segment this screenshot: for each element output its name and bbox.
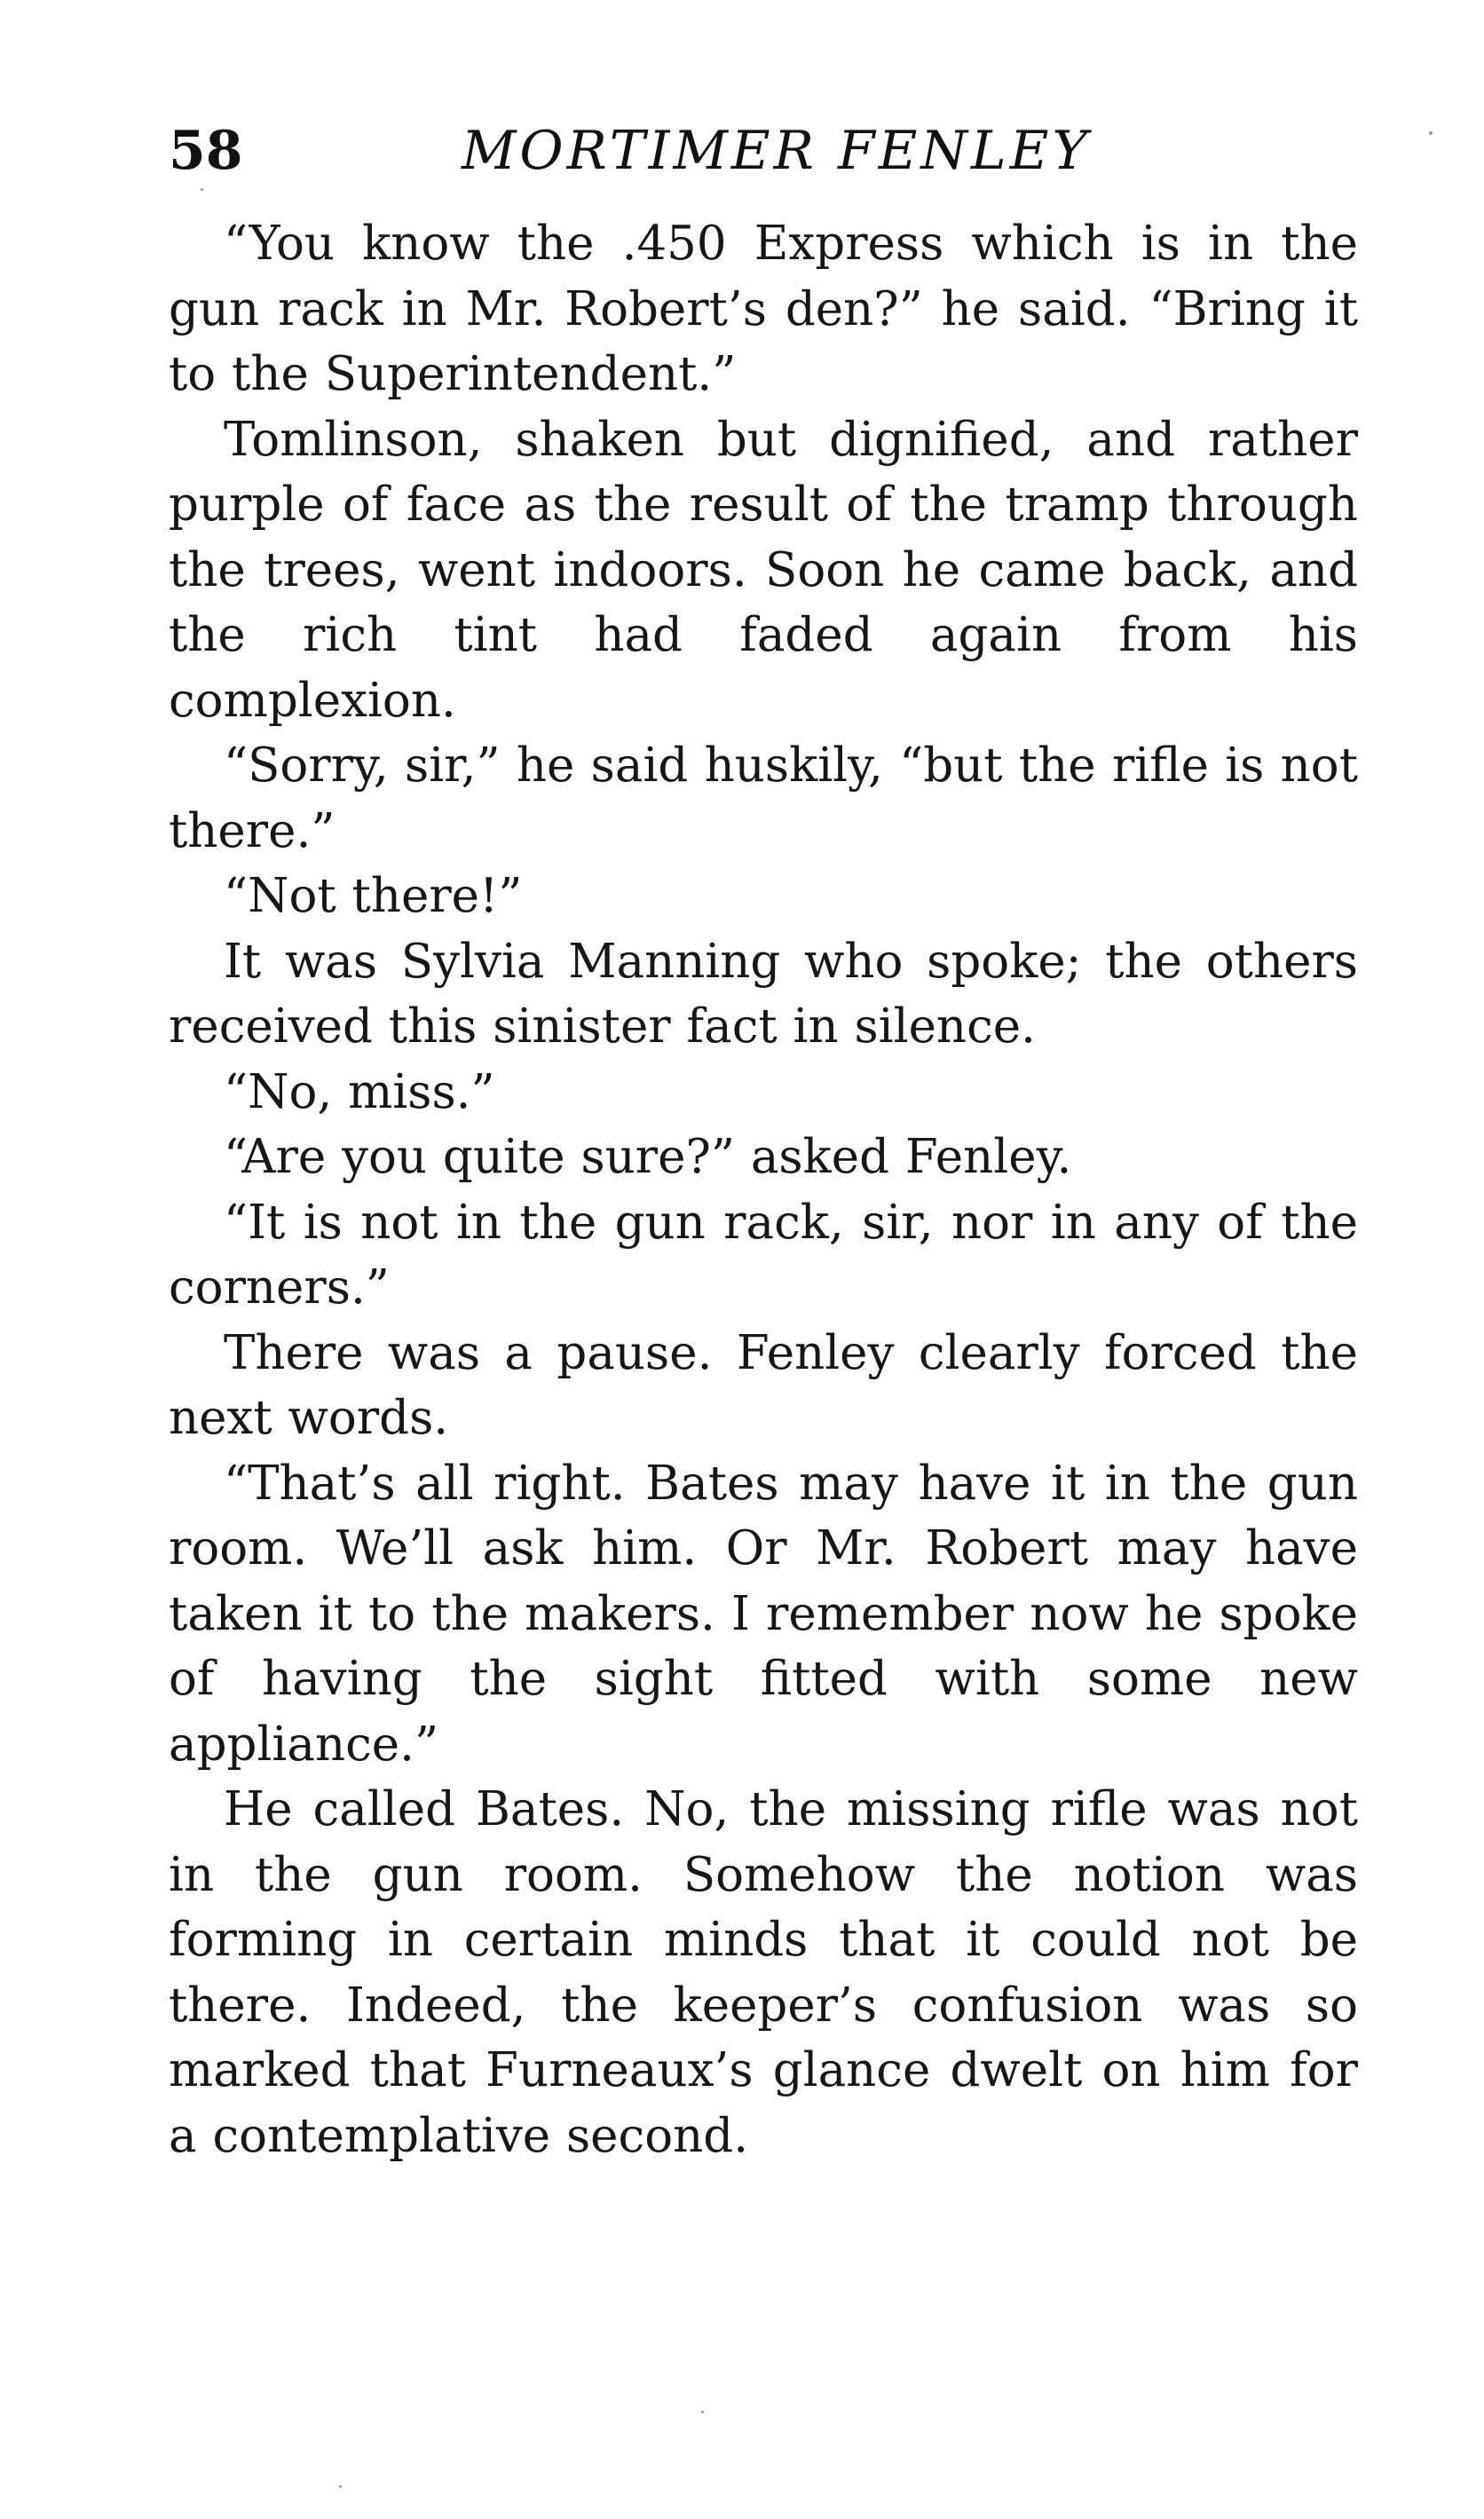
paragraph: There was a pause. Fenley clearly forced the next words.: [169, 1325, 1358, 1445]
book-page: [169, 115, 1358, 2423]
paragraph: It was Sylvia Manning who spoke; the others received this sinister fact in silence.: [169, 934, 1358, 1054]
paper-speck: [701, 2411, 704, 2413]
paragraph: He called Bates. No, the missing rifle was not in the gun room. Somehow the notion was forming in certain minds that it could not be there. Indeed, the keeper’s confusion was so marked that Furneaux’s glance dwelt on him for a contemplative second.: [169, 1782, 1358, 2163]
paper-speck: [201, 188, 203, 191]
paragraph: “Sorry, sir,” he said huskily, “but the rifle is not there.”: [169, 738, 1358, 858]
paragraph: Tomlinson, shaken but dignified, and rather purple of face as the result of the tramp through the trees, went indoors. Soon he came back, and the rich tint had faded again from his complexion.: [169, 412, 1358, 728]
paragraph: “Not there!”: [224, 869, 523, 923]
running-title: MORTIMER FENLEY: [462, 120, 1092, 182]
paper-speck: [339, 2485, 342, 2488]
paragraph: “You know the .450 Express which is in the gun rack in Mr. Robert’s den?” he said. “Bring it to the Superintendent.”: [169, 217, 1358, 401]
body-text: [169, 211, 1358, 2168]
paragraph: “No, miss.”: [224, 1064, 495, 1119]
paper-speck: [1429, 131, 1433, 135]
paragraph: “Are you quite sure?” asked Fenley.: [224, 1130, 1072, 1184]
paragraph: “It is not in the gun rack, sir, nor in any of the corners.”: [169, 1195, 1358, 1315]
page-number: 58: [169, 120, 243, 182]
running-head: [169, 115, 1358, 204]
paragraph: “That’s all right. Bates may have it in the gun room. We’ll ask him. Or Mr. Robert may have taken it to the makers. I remember now he spoke of having the sight fitted with some new appliance.”: [169, 1456, 1358, 1772]
